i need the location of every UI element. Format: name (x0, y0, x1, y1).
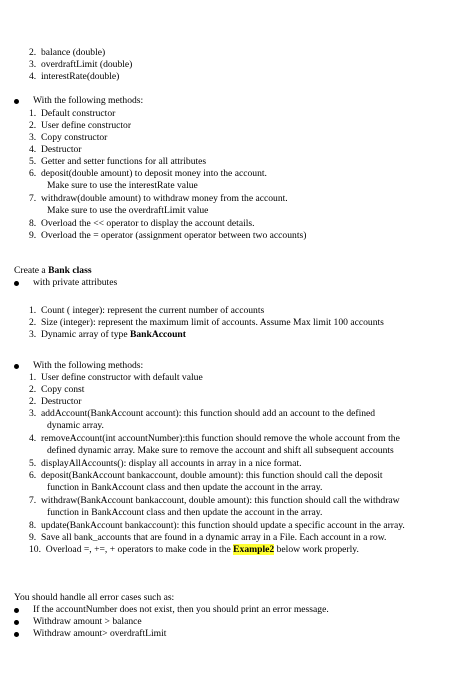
bank-class-heading: Create a Bank class (14, 265, 92, 276)
list-item: 3. Dynamic array of type BankAccount (29, 329, 186, 340)
list-item: Withdraw amount> overdraftLimit (33, 628, 167, 639)
list-item: 3. Copy constructor (29, 132, 108, 143)
list-item-continuation: Make sure to use the overdraftLimit value (47, 205, 209, 216)
bullet-icon (14, 281, 19, 286)
example2-highlight: Example2 (233, 544, 275, 555)
list-item: 5. displayAllAccounts(): display all accounts in array in a nice format. (29, 458, 302, 469)
attrs-heading: with private attributes (33, 277, 118, 288)
list-item: 1. User define constructor with default value (29, 372, 203, 383)
list-item: 2. Destructor (29, 396, 82, 407)
list-item: 2. Copy const (29, 384, 85, 395)
list-item: 4. Destructor (29, 144, 82, 155)
bullet-icon (14, 620, 19, 625)
list-item-continuation: function in BankAccount class and then update the account in the array. (47, 507, 323, 518)
methods-heading: With the following methods: (33, 95, 144, 106)
list-item: 10. Overload =, +=, + operators to make code in the Example2 below work properly. (29, 544, 359, 555)
list-item: 2. User define constructor (29, 120, 132, 131)
list-item: 8. Overload the << operator to display the account details. (29, 218, 255, 229)
list-item: 4. interestRate(double) (29, 71, 120, 82)
list-item: 9. Save all bank_accounts that are found in a dynamic array in a File. Each account in a row. (29, 532, 387, 543)
list-item: 1. Count ( integer): represent the current number of accounts (29, 305, 265, 316)
list-item-continuation: defined dynamic array. Make sure to remove the account and shift all subsequent accounts (47, 445, 394, 456)
bullet-icon (14, 632, 19, 637)
list-item: 6. deposit(BankAccount bankaccount, double amount): this function should call the deposit (29, 470, 383, 481)
list-item: 4. removeAccount(int accountNumber):this function should remove the whole account from the (29, 433, 400, 444)
bullet-icon (14, 364, 19, 369)
list-item-continuation: dynamic array. (47, 420, 104, 431)
list-item: 7. withdraw(BankAccount bankaccount, double amount): this function should call the withdraw (29, 495, 400, 506)
errors-heading: You should handle all error cases such as: (14, 592, 175, 603)
list-item: 8. update(BankAccount bankaccount): this function should update a specific account in the array. (29, 520, 405, 531)
list-item: 2. balance (double) (29, 47, 106, 58)
list-item: 7. withdraw(double amount) to withdraw money from the account. (29, 193, 288, 204)
list-item: If the accountNumber does not exist, then you should print an error message. (33, 604, 329, 615)
list-item: Withdraw amount > balance (33, 616, 142, 627)
list-item: 3. addAccount(BankAccount account): this function should add an account to the defined (29, 408, 376, 419)
bullet-icon (14, 99, 19, 104)
list-item: 6. deposit(double amount) to deposit money into the account. (29, 168, 267, 179)
list-item: 2. Size (integer): represent the maximum limit of accounts. Assume Max limit 100 accounts (29, 317, 384, 328)
bullet-icon (14, 608, 19, 613)
list-item-continuation: function in BankAccount class and then update the account in the array. (47, 482, 323, 493)
list-item-continuation: Make sure to use the interestRate value (47, 180, 198, 191)
methods-heading: With the following methods: (33, 360, 144, 371)
list-item: 1. Default constructor (29, 108, 116, 119)
list-item: 9. Overload the = operator (assignment operator between two accounts) (29, 230, 307, 241)
list-item: 5. Getter and setter functions for all attributes (29, 156, 207, 167)
list-item: 3. overdraftLimit (double) (29, 59, 133, 70)
